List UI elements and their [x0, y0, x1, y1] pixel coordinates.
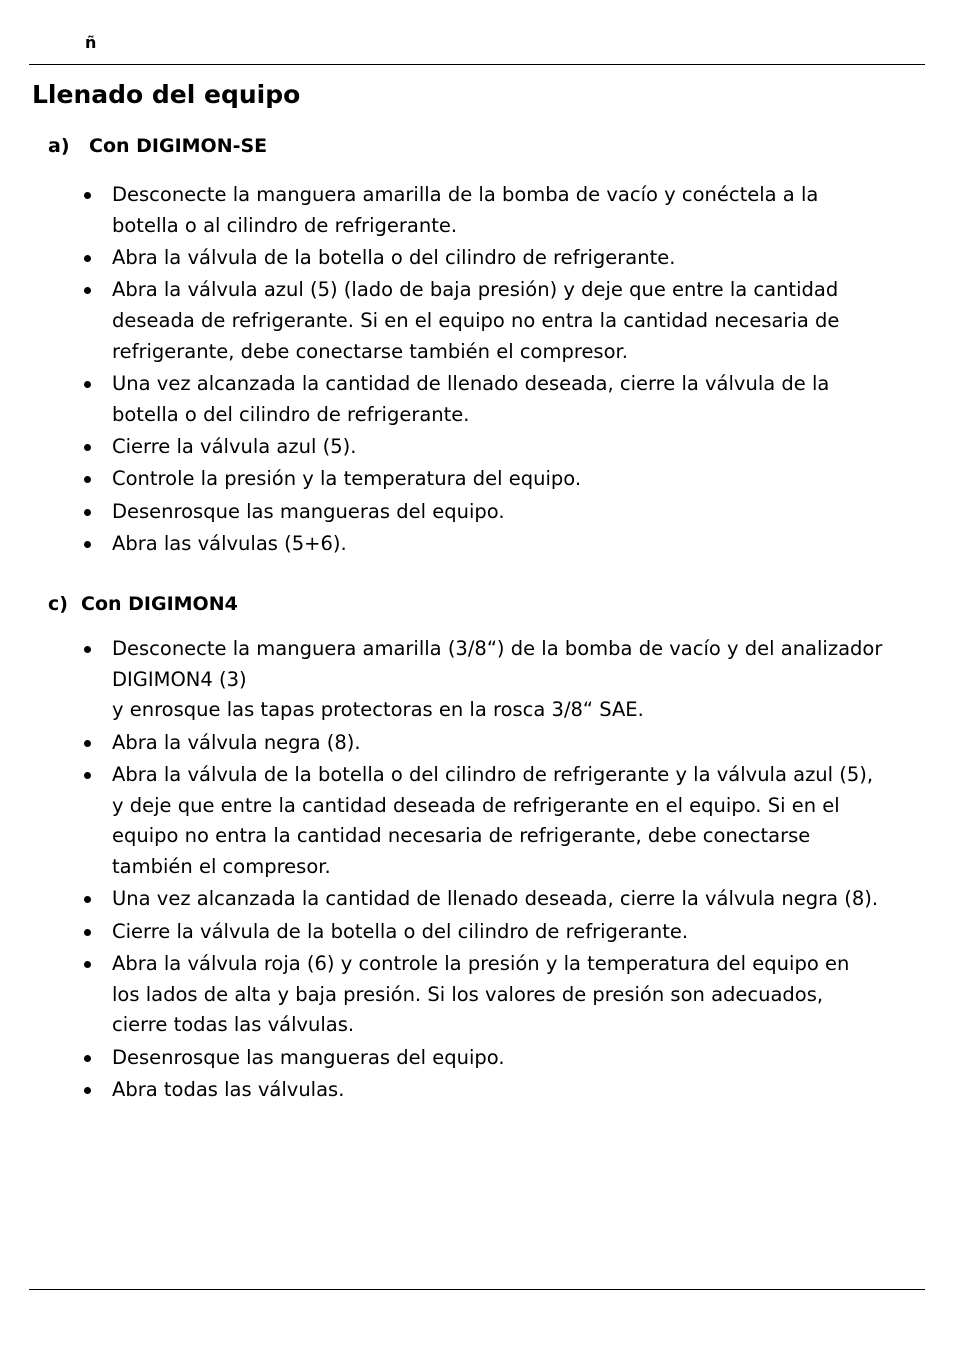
list-item-text: Abra la válvula negra (8). [112, 730, 361, 754]
bullet-icon [84, 444, 91, 451]
list-item-text: Abra la válvula de la botella o del cilindro de refrigerante y la válvula azul (5), [112, 763, 874, 786]
list-item-text: Controle la presión y la temperatura del equipo. [112, 467, 582, 491]
header-mark: ñ [85, 33, 97, 52]
list-item-text: deseada de refrigerante. Si en el equipo no entra la cantidad necesaria de [112, 309, 840, 332]
section-title: Con DIGIMON4 [81, 593, 238, 615]
list-item-text: los lados de alta y baja presión. Si los valores de presión son adecuados, [112, 982, 824, 1006]
list-item-text: y enrosque las tapas protectoras en la rosca 3/8“ SAE. [112, 698, 644, 722]
bullet-icon [84, 255, 91, 262]
list-item-text: Una vez alcanzada la cantidad de llenado deseada, cierre la válvula de la [112, 372, 830, 395]
list-item [0, 760, 930, 883]
list-item-text: Desconecte la manguera amarilla de la bomba de vacío y conéctela a la [112, 183, 819, 206]
list-item [0, 634, 930, 726]
list-item [0, 432, 930, 463]
bullet-icon [84, 740, 91, 747]
list-item [0, 917, 930, 948]
list-item-text: botella o al cilindro de refrigerante. [112, 213, 458, 237]
bullet-icon [84, 509, 91, 516]
list-item [0, 949, 930, 1041]
list-item-text: y deje que entre la cantidad deseada de refrigerante en el equipo. Si en el [112, 793, 840, 817]
list-item-text: Desconecte la manguera amarilla (3/8“) de la bomba de vacío y del analizador [112, 637, 883, 660]
bullet-list-a [0, 180, 930, 561]
page-title: Llenado del equipo [32, 80, 301, 109]
section-marker: a) [48, 135, 70, 157]
list-item [0, 369, 930, 430]
bullet-icon [84, 541, 91, 548]
list-item [0, 275, 930, 367]
bullet-icon [84, 961, 91, 968]
list-item [0, 1075, 930, 1106]
list-item-text: Cierre la válvula de la botella o del cilindro de refrigerante. [112, 919, 689, 943]
list-item [0, 497, 930, 528]
header-divider [29, 64, 925, 65]
bullet-list-c [0, 634, 930, 1107]
section-marker: c) [48, 593, 68, 615]
list-item [0, 728, 930, 759]
section-title: Con DIGIMON-SE [89, 135, 268, 157]
section-heading-a [48, 133, 267, 159]
bullet-icon [84, 896, 91, 903]
list-item-text: Abra la válvula de la botella o del cilindro de refrigerante. [112, 246, 676, 269]
list-item [0, 1043, 930, 1074]
list-item-text: Una vez alcanzada la cantidad de llenado deseada, cierre la válvula negra (8). [112, 887, 879, 911]
bullet-icon [84, 476, 91, 483]
list-item [0, 529, 930, 560]
list-item [0, 180, 930, 241]
list-item-text: refrigerante, debe conectarse también el compresor. [112, 339, 628, 363]
list-item-text: botella o del cilindro de refrigerante. [112, 402, 470, 426]
section-heading-c [48, 591, 238, 617]
bullet-icon [84, 772, 91, 779]
bullet-icon [84, 1055, 91, 1062]
list-item-text: Cierre la válvula azul (5). [112, 435, 357, 458]
bullet-icon [84, 381, 91, 388]
bullet-icon [84, 287, 91, 294]
list-item-text: Desenrosque las mangueras del equipo. [112, 1045, 505, 1069]
list-item-text: equipo no entra la cantidad necesaria de refrigerante, debe conectarse [112, 824, 811, 848]
list-item-text: DIGIMON4 (3) [112, 667, 247, 691]
bullet-icon [84, 929, 91, 936]
list-item-text: Abra la válvula azul (5) (lado de baja presión) y deje que entre la cantidad [112, 278, 839, 302]
list-item [0, 884, 930, 915]
bullet-icon [84, 646, 91, 653]
footer-divider [29, 1289, 925, 1290]
list-item-text: Desenrosque las mangueras del equipo. [112, 499, 505, 523]
bullet-icon [84, 192, 91, 199]
list-item [0, 464, 930, 495]
bullet-icon [84, 1087, 91, 1094]
list-item-text: Abra todas las válvulas. [112, 1078, 345, 1101]
list-item-text: también el compresor. [112, 855, 331, 879]
list-item-text: cierre todas las válvulas. [112, 1013, 355, 1037]
list-item [0, 243, 930, 274]
list-item-text: Abra las válvulas (5+6). [112, 531, 347, 555]
list-item-text: Abra la válvula roja (6) y controle la presión y la temperatura del equipo en [112, 952, 850, 975]
